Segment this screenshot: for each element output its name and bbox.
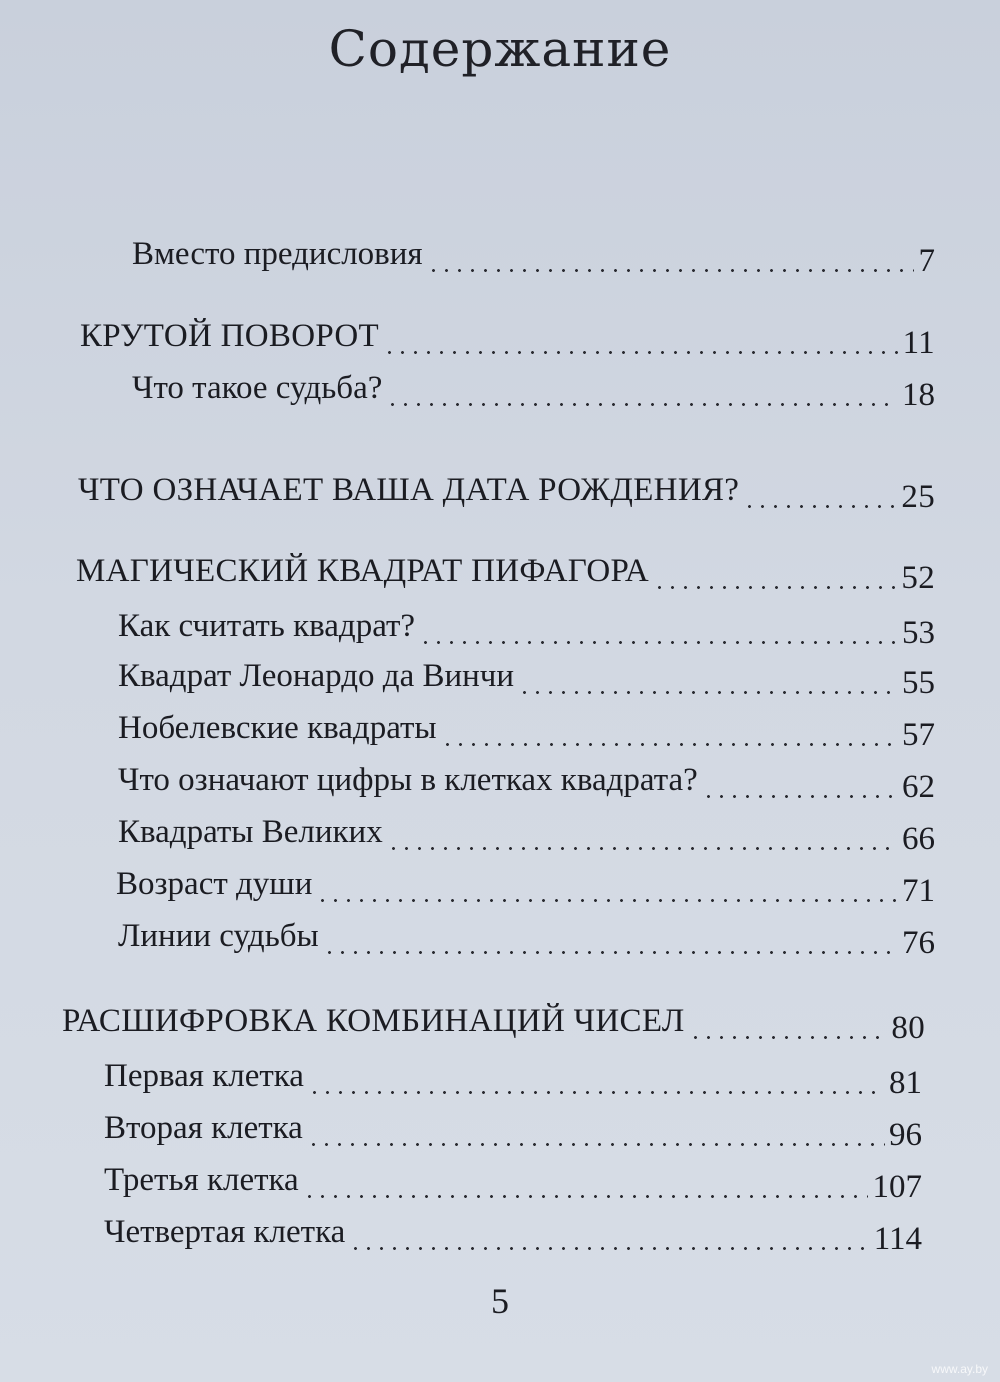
dot-leader (419, 641, 898, 644)
watermark: www.ay.by (931, 1362, 988, 1376)
dot-leader (518, 691, 898, 694)
dot-leader (743, 505, 897, 508)
toc-entry-page: 107 (872, 1169, 922, 1205)
toc-entry (132, 372, 935, 412)
toc-entry (116, 868, 935, 908)
toc-entry (118, 920, 935, 960)
toc-entry (118, 610, 935, 650)
toc-entry (104, 1060, 922, 1100)
toc-entry-page: 66 (902, 821, 935, 857)
toc-entry-page: 25 (901, 479, 935, 515)
dot-leader (427, 269, 914, 272)
toc-entry (104, 1216, 922, 1256)
toc-entry-label: Третья клетка (104, 1162, 299, 1198)
dot-leader (441, 743, 898, 746)
dot-leader (323, 951, 898, 954)
toc-entry (62, 1005, 925, 1045)
toc-entry (80, 320, 935, 360)
dot-leader (307, 1143, 885, 1146)
toc-entry (76, 555, 935, 595)
toc-entry-label: МАГИЧЕСКИЙ КВАДРАТ ПИФАГОРА (76, 553, 650, 589)
toc-entry-page: 71 (902, 873, 935, 909)
dot-leader (387, 847, 898, 850)
toc-entry-label: Первая клетка (104, 1058, 304, 1094)
dot-leader (702, 795, 898, 798)
toc-entry-label: Вместо предисловия (132, 236, 423, 272)
toc-entry (78, 474, 935, 514)
toc-entry-page: 62 (902, 769, 935, 805)
toc-entry-label: Что такое судьба? (132, 370, 383, 406)
dot-leader (653, 586, 897, 589)
toc-entry-page: 7 (918, 243, 935, 279)
toc-entry-page: 18 (902, 377, 935, 413)
toc-entry (118, 816, 935, 856)
toc-entry-page: 57 (902, 717, 935, 753)
dot-leader (383, 351, 899, 354)
toc-entry-page: 55 (902, 665, 935, 701)
toc-entry (118, 660, 935, 700)
toc-entry-label: Квадрат Леонардо да Винчи (118, 658, 515, 694)
toc-entry-label: Нобелевские квадраты (118, 710, 437, 746)
dot-leader (316, 899, 898, 902)
dot-leader (689, 1036, 887, 1039)
toc-entry-label: Линии судьбы (118, 918, 319, 954)
toc-entry-label: Квадраты Великих (118, 814, 383, 850)
dot-leader (308, 1091, 885, 1094)
toc-entry-page: 81 (889, 1065, 922, 1101)
toc-entry (118, 764, 935, 804)
toc-entry-label: Как считать квадрат? (118, 608, 416, 644)
dot-leader (303, 1195, 868, 1198)
toc-entry-page: 76 (902, 925, 935, 961)
toc-entry-label: Вторая клетка (104, 1110, 303, 1146)
page-number: 5 (491, 1281, 509, 1321)
toc-entry-label: ЧТО ОЗНАЧАЕТ ВАША ДАТА РОЖДЕНИЯ? (78, 472, 740, 508)
toc-entry (104, 1112, 922, 1152)
toc-entry-label: Четвертая клетка (104, 1214, 346, 1250)
toc-entry-label: Что означают цифры в клетках квадрата? (118, 762, 698, 798)
toc-entry-page: 53 (902, 615, 935, 651)
toc-entry (118, 712, 935, 752)
page-title: Содержание (328, 20, 672, 78)
dot-leader (386, 403, 898, 406)
toc-entry-page: 96 (889, 1117, 922, 1153)
toc-entry-label: РАСШИФРОВКА КОМБИНАЦИЙ ЧИСЕЛ (62, 1003, 685, 1039)
toc-entry-label: КРУТОЙ ПОВОРОТ (80, 318, 379, 354)
toc-entry-page: 11 (902, 325, 935, 361)
toc-entry (104, 1164, 922, 1204)
toc-entry-page: 80 (891, 1010, 925, 1046)
toc-entry-label: Возраст души (116, 866, 313, 902)
toc-entry-page: 52 (901, 560, 935, 596)
toc-entry-page: 114 (873, 1221, 922, 1257)
dot-leader (349, 1247, 870, 1250)
toc-entry (132, 238, 935, 278)
